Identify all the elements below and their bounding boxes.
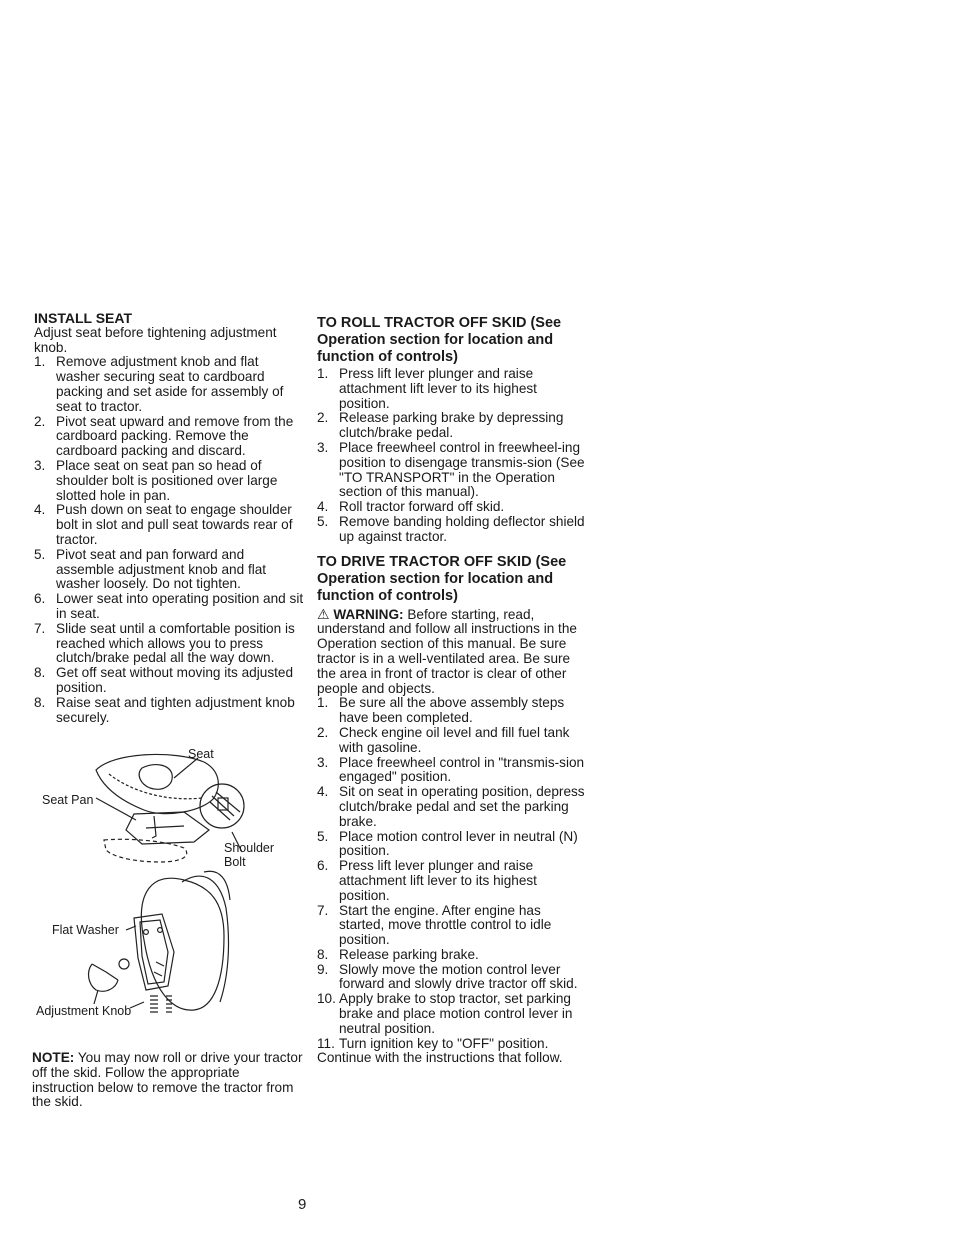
right-column: [317, 315, 587, 1066]
list-item-number: 5.: [34, 546, 46, 562]
list-item-number: 8.: [34, 665, 46, 681]
list-item-number: 8.: [34, 694, 46, 710]
list-item-number: 9.: [317, 961, 329, 977]
list-item: [34, 415, 304, 459]
list-item: [34, 503, 304, 547]
list-item-text: Roll tractor forward off skid.: [339, 499, 505, 515]
list-item-text: Raise seat and tighten adjustment knob securely.: [56, 694, 295, 725]
list-item: [317, 367, 587, 411]
list-item: [317, 904, 587, 948]
list-item: [34, 459, 304, 503]
roll-section-heading: TO ROLL TRACTOR OFF SKID (See Operation section for location and function of controls): [317, 315, 562, 365]
seat-assembly-illustration: [34, 740, 306, 1030]
note-paragraph: [32, 1051, 304, 1110]
list-item-number: 6.: [317, 858, 329, 874]
label-seat-pan: Seat Pan: [42, 793, 94, 807]
list-item-number: 10.: [317, 991, 336, 1007]
note-text: You may now roll or drive your tractor off the skid. Follow the appropriate instruction below to remove the tractor from the skid.: [32, 1050, 303, 1110]
drive-section-steps: [317, 696, 587, 1051]
list-item: [34, 666, 304, 696]
list-item: [34, 548, 304, 592]
list-item: [317, 785, 587, 829]
list-item-number: 7.: [317, 902, 329, 918]
list-item: [317, 1037, 587, 1052]
list-item: [317, 696, 587, 726]
list-item-text: Release parking brake by depressing clutch/brake pedal.: [339, 410, 564, 441]
list-item-number: 4.: [34, 502, 46, 518]
list-item-number: 2.: [317, 410, 329, 426]
list-item: [317, 830, 587, 860]
install-seat-intro: Adjust seat before tightening adjustment knob.: [34, 324, 277, 355]
list-item-number: 1.: [317, 695, 329, 711]
list-item-number: 7.: [34, 620, 46, 636]
label-seat: Seat: [188, 747, 214, 761]
list-item-text: Press lift lever plunger and raise attachment lift lever to its highest position.: [339, 366, 537, 411]
list-item: [317, 726, 587, 756]
list-item-text: Remove banding holding deflector shield up against tractor.: [339, 513, 585, 544]
list-item: [317, 992, 587, 1036]
left-column: [34, 311, 304, 725]
list-item-text: Place freewheel control in freewheel-ing position to disengage transmis-sion (See "TO TRANSPORT" in the Operation section of this manual).: [339, 439, 585, 500]
label-shoulder-bolt-line2: Bolt: [224, 855, 246, 869]
list-item-number: 3.: [317, 439, 329, 455]
list-item-text: Push down on seat to engage shoulder bolt in slot and pull seat towards rear of tractor.: [56, 502, 293, 547]
list-item-number: 5.: [317, 828, 329, 844]
list-item-number: 1.: [34, 354, 46, 370]
list-item-text: Place motion control lever in neutral (N) position.: [339, 828, 578, 859]
list-item-number: 6.: [34, 591, 46, 607]
list-item-text: Slowly move the motion control lever forward and slowly drive tractor off skid.: [339, 961, 578, 992]
list-item: [317, 411, 587, 441]
list-item-text: Slide seat until a comfortable position is reached which allows you to press clutch/brake pedal all the way down.: [56, 620, 295, 666]
drive-section-closing: Continue with the instructions that follow.: [317, 1050, 563, 1066]
list-item-number: 4.: [317, 784, 329, 800]
label-adjustment-knob: Adjustment Knob: [36, 1004, 132, 1018]
list-item-text: Place freewheel control in "transmis-sion engaged" position.: [339, 754, 585, 785]
list-item-number: 3.: [317, 754, 329, 770]
warning-text: Before starting, read, understand and follow all instructions in the Operation section of this manual. Be sure tractor is in a well-ventilated area. Be sure the area in front of tractor is clear of other people and objects.: [317, 606, 577, 696]
list-item-text: Remove adjustment knob and flat washer securing seat to cardboard packing and set aside for assembly of seat to tractor.: [56, 354, 284, 414]
warning-icon: ⚠: [317, 605, 330, 622]
list-item-text: Turn ignition key to "OFF" position.: [339, 1035, 549, 1051]
list-item-number: 1.: [317, 366, 329, 381]
list-item: [34, 592, 304, 622]
install-seat-heading: INSTALL SEAT: [34, 310, 132, 326]
page-number: 9: [298, 1196, 307, 1213]
seat-assembly-figure: [34, 740, 306, 1030]
list-item: [317, 859, 587, 903]
list-item-text: Pivot seat and pan forward and assemble adjustment knob and flat washer loosely. Do not tighten.: [56, 546, 267, 592]
list-item-number: 5.: [317, 513, 329, 529]
install-seat-steps: [34, 355, 304, 725]
warning-label: WARNING:: [333, 606, 404, 622]
list-item-number: 11.: [317, 1035, 335, 1051]
list-item-number: 2.: [34, 413, 46, 429]
drive-section-heading: TO DRIVE TRACTOR OFF SKID (See Operation section for location and function of controls): [317, 553, 567, 604]
note-label: NOTE:: [32, 1050, 75, 1065]
list-item-number: 2.: [317, 724, 329, 740]
list-item: [34, 355, 304, 414]
list-item-text: Sit on seat in operating position, depress clutch/brake pedal and set the parking brake.: [339, 784, 585, 829]
list-item: [317, 948, 587, 963]
list-item-text: Release parking brake.: [339, 946, 479, 962]
list-item-text: Check engine oil level and fill fuel tank with gasoline.: [339, 724, 570, 755]
list-item: [317, 963, 587, 993]
list-item: [317, 500, 587, 515]
list-item-text: Apply brake to stop tractor, set parking brake and place motion control lever in neutral position.: [339, 991, 573, 1036]
list-item-text: Press lift lever plunger and raise attachment lift lever to its highest position.: [339, 858, 537, 903]
list-item: [317, 515, 587, 545]
list-item-number: 8.: [317, 946, 329, 962]
list-item-number: 4.: [317, 499, 329, 515]
list-item-text: Start the engine. After engine has started, move throttle control to idle position.: [339, 902, 552, 948]
list-item-text: Get off seat without moving its adjusted position.: [56, 665, 294, 695]
list-item-text: Place seat on seat pan so head of shoulder bolt is positioned over large slotted hole in pan.: [56, 457, 278, 503]
warning-paragraph: [317, 607, 587, 697]
list-item-text: Pivot seat upward and remove from the cardboard packing. Remove the cardboard packing and discard.: [56, 413, 294, 459]
list-item: [34, 622, 304, 666]
list-item: [317, 756, 587, 786]
list-item: [317, 441, 587, 500]
roll-section-steps: [317, 367, 587, 545]
label-flat-washer: Flat Washer: [52, 923, 119, 937]
list-item-text: Be sure all the above assembly steps have been completed.: [339, 695, 565, 726]
list-item-number: 3.: [34, 457, 46, 473]
list-item: [34, 696, 304, 726]
label-shoulder-bolt-line1: Shoulder: [224, 841, 275, 855]
list-item-text: Lower seat into operating position and sit in seat.: [56, 591, 304, 621]
